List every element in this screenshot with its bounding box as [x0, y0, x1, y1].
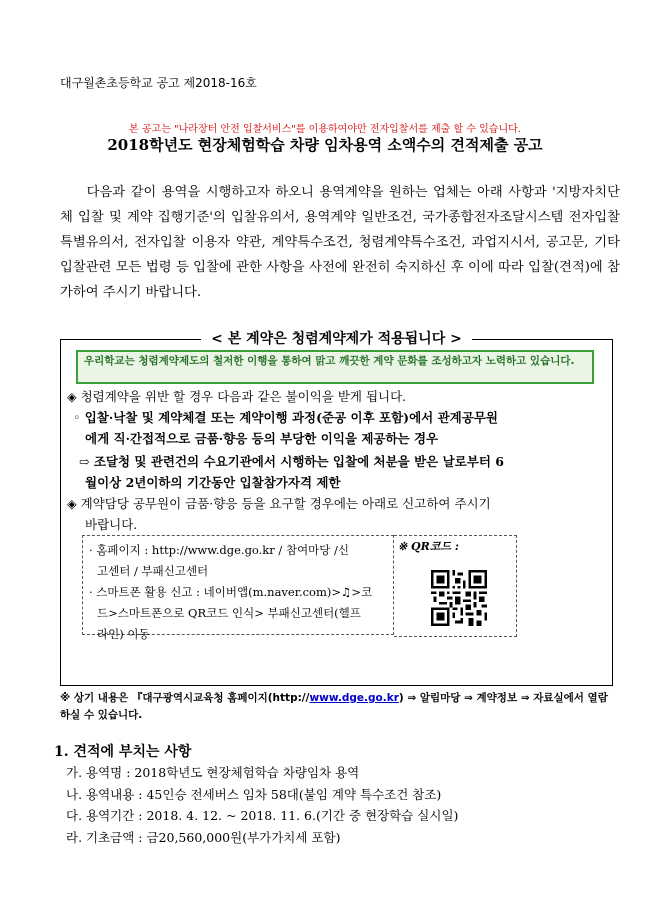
qr-box: [394, 535, 517, 637]
footnote: [60, 690, 615, 724]
contact-smartphone-3: 라인) 이동: [97, 627, 150, 641]
report-line-2: 바랍니다.: [85, 517, 138, 532]
ethics-contract-box: [60, 331, 613, 686]
service-content: 나. 용역내용 : 45인승 전세버스 임차 58대(붙임 계약 특수조건 참조): [66, 786, 442, 802]
intro-paragraph: [60, 180, 620, 305]
footnote-prefix: ※ 상기 내용은 『대구광역시교육청 홈페이지(http://: [60, 692, 310, 704]
contact-box: [82, 535, 394, 641]
section-items: [66, 762, 458, 848]
penalty-line: ◈ 청렴계약을 위반 할 경우 다음과 같은 불이익을 받게 됩니다.: [67, 389, 407, 404]
ethics-heading-text: < 본 계약은 청렴계약제가 적용됩니다 >: [201, 331, 472, 347]
homepage-link[interactable]: www.dge.go.kr: [309, 692, 399, 704]
ethics-heading: [61, 328, 612, 348]
footnote-suffix: ) ⇒ 알림마당 ⇒ 계약정보 ⇒ 자료실에서 열람하실 수 있습니다.: [60, 692, 608, 721]
violation-line-1: ◦ 입찰·낙찰 및 계약체결 또는 계약이행 과정(준공 이후 포함)에서 관계공무원: [73, 410, 498, 425]
notice-number: 대구월촌초등학교 공고 제2018-16호: [60, 76, 257, 90]
contact-homepage-1: · 홈페이지 : http://www.dge.go.kr / 참여마당 /신: [89, 543, 350, 557]
red-notice: 본 공고는 "나라장터 안전 입찰서비스"를 이용하여야만 전자입찰서를 제출 할 수 있습니다.: [129, 124, 521, 135]
intro-text: 다음과 같이 용역을 시행하고자 하오니 용역계약을 원하는 업체는 아래 사항과 '지방자치단체 입찰 및 계약 집행기준'의 입찰유의서, 용역계약 일반조건, 국가종합전자조달시스템 전자입찰특별유의서, 전자입찰 이용자 약관, 계약특수조건, 청렴계약특수조건, 과업지시서, 공고문, 기타 입찰관련 모든 법령 등 입찰에 관한 사항을 사전에 완전히 숙지하신 후 이에 따라 입찰(견적)에 참가하여 주시기 바랍니다.: [60, 185, 620, 300]
contact-smartphone-1: · 스마트폰 활용 신고 : 네이버앱(m.naver.com)>♫>코: [89, 585, 373, 599]
service-name: 가. 용역명 : 2018학년도 현장체험학습 차량임차 용역: [66, 765, 360, 780]
restriction-line-2: 월이상 2년이하의 기간동안 입찰참가자격 제한: [85, 475, 341, 490]
contact-smartphone-2: 드>스마트폰으로 QR코드 인식> 부패신고센터(헬프: [97, 606, 361, 620]
green-notice-box: 우리학교는 청렴계약제도의 철저한 이행을 통하여 맑고 깨끗한 계약 문화를 조성하고자 노력하고 있습니다.: [76, 350, 594, 384]
restriction-line-1: ⇨ 조달청 및 관련건의 수요기관에서 시행하는 입찰에 처분을 받은 날로부터 6: [79, 454, 504, 469]
violation-line-2: 에게 직·간접적으로 금품·향응 등의 부당한 이익을 제공하는 경우: [85, 431, 439, 446]
contact-homepage-2: 고센터 / 부패신고센터: [97, 564, 209, 578]
section-title: 1. 견적에 부치는 사항: [54, 744, 192, 760]
service-period: 다. 용역기간 : 2018. 4. 12. ~ 2018. 11. 6.(기간 중 현장학습 실시일): [66, 808, 459, 823]
document-title: 2018학년도 현장체험학습 차량 임차용역 소액수의 견적제출 공고: [107, 136, 543, 154]
qr-code-icon: [431, 570, 487, 626]
qr-label: ※ QR코드 :: [398, 540, 459, 553]
report-line-1: ◈ 계약담당 공무원이 금품·향응 등을 요구할 경우에는 아래로 신고하여 주시기: [67, 496, 491, 511]
base-amount: 라. 기초금액 : 금20,560,000원(부가가치세 포함): [66, 829, 341, 845]
